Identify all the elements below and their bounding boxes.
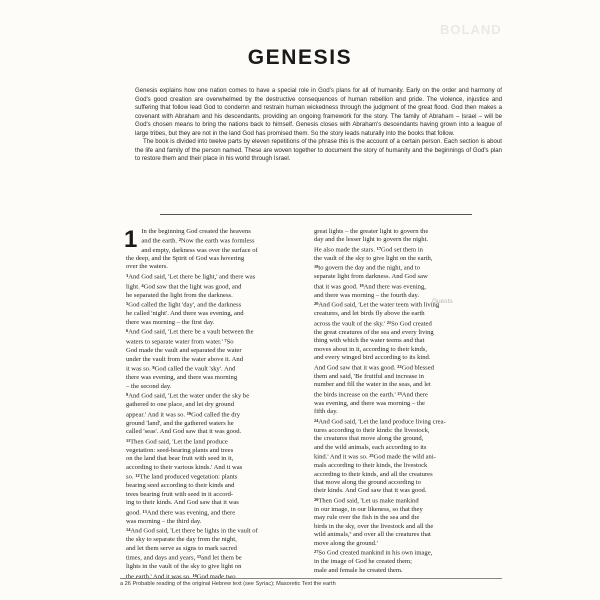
verse-number: 12: [135, 473, 140, 479]
text-line: In the beginning God created the heavens: [141, 228, 251, 235]
verse-number: 16: [192, 572, 197, 578]
text-line: kind.' And it was so. $^{25}$God made the wild ani-: [314, 453, 436, 461]
text-line: there was morning – the first day.: [126, 318, 215, 326]
text-line: the deep, and the Spirit of God was hovering: [126, 254, 245, 262]
text-line: wild animals,ª and over all the creatures that: [314, 531, 431, 539]
text-line: was morning – the third day.: [126, 517, 202, 525]
verse-number: 23: [397, 390, 402, 396]
text-line: in our image, in our likeness, so that they: [314, 505, 423, 513]
text-line: waters to separate water from water.' $^7$So: [126, 338, 234, 346]
verse-number: 15: [196, 554, 202, 560]
text-line: day and the lesser light to govern the night.: [314, 236, 429, 244]
text-line: $^{18}$to govern the day and the night, and to: [314, 264, 421, 272]
text-line: $^{14}$And God said, 'Let there be lights in the vault of: [126, 527, 258, 535]
text-line: birds in the sky, over the livestock and all the: [314, 522, 434, 530]
text-line: he separated the light from the darkness.: [126, 291, 233, 299]
text-line: over the waters.: [126, 263, 168, 271]
verse-number: 8: [152, 365, 155, 371]
text-line: in the image of God he created them;: [314, 558, 412, 566]
text-line: tures according to their kinds: the livestock,: [314, 426, 430, 434]
text-line: and the earth. $^2$Now the earth was formless: [141, 237, 255, 246]
text-line: good. $^{13}$And there was evening, and there: [126, 508, 236, 517]
text-line: and empty, darkness was over the surface of: [141, 246, 258, 254]
text-line: great lights – the greater light to govern the: [314, 228, 429, 235]
text-line: vegetation: seed-bearing plants and trees: [126, 446, 234, 454]
right-column-lines: [314, 228, 490, 575]
text-line: fifth day.: [314, 408, 338, 416]
text-line: mals according to their kinds, the livestock: [314, 462, 428, 470]
verse-number: 5: [126, 301, 129, 307]
text-line: appear.' And it was so. $^{10}$God called the dry: [126, 410, 240, 419]
verse-number: 24: [314, 417, 319, 423]
text-column-left: [126, 228, 302, 582]
text-column-right: [314, 228, 490, 575]
text-line: that move along the ground according to: [314, 479, 421, 487]
text-line: the creatures that move along the ground,: [314, 435, 424, 443]
verse-number: 9: [126, 392, 129, 398]
verse-number: 10: [186, 410, 192, 416]
text-line: and every winged bird according to its kind.: [314, 354, 431, 362]
text-line: according to their kinds, and all the creatures: [314, 470, 433, 478]
text-line: $^5$God called the light 'day', and the darkness: [126, 301, 242, 309]
text-line: and there was morning – the fourth day.: [314, 291, 420, 299]
text-line: $^{24}$And God said, 'Let the land produce living crea-: [314, 417, 446, 426]
text-line: that it was good. $^{19}$And there was evening,: [314, 282, 426, 291]
verse-number: 2: [178, 237, 181, 243]
text-line: thing with which the water teems and that: [314, 337, 425, 345]
text-line: move along the ground.': [314, 539, 378, 547]
text-line: ground 'land', and the gathered waters he: [126, 419, 234, 427]
text-line: may rule over the fish in the sea and the: [314, 514, 420, 522]
footnote-divider: [120, 578, 502, 579]
text-line: the birds increase on the earth.' $^{23}$And there: [314, 390, 428, 399]
verse-number: 22: [397, 363, 402, 369]
footnote: a 26 Probable reading of the original Hebrew text (see Syriac); Masoretic Text the earth: [120, 581, 336, 587]
text-line: – the second day.: [126, 382, 172, 390]
watermark-text: Guests: [432, 298, 453, 305]
text-line: number and fill the water in the seas, and let: [314, 381, 431, 389]
text-line: the earth.' And it was so. $^{16}$God made two: [126, 572, 236, 581]
section-divider: [160, 214, 472, 215]
verse-number: 25: [369, 453, 374, 459]
verse-number: 14: [126, 527, 131, 533]
text-line: separate light from darkness. And God saw: [314, 273, 428, 281]
verse-number: 17: [376, 245, 382, 251]
text-line: $^{11}$Then God said, 'Let the land produce: [126, 437, 228, 446]
watermark-logo: BOLAND: [440, 22, 502, 37]
text-line: moves about in it, according to their kinds,: [314, 345, 427, 353]
text-line: was evening, and there was morning – the: [314, 399, 425, 407]
text-line: according to their various kinds.' And it was: [126, 463, 243, 471]
text-line: lights in the vault of the sky to give light on: [126, 563, 242, 571]
text-line: called 'seas'. And God saw that it was good.: [126, 428, 242, 436]
verse-number: 20: [314, 301, 319, 307]
text-line: $^{27}$So God created mankind in his own image,: [314, 549, 433, 557]
verse-number: 7: [224, 338, 227, 344]
text-line: them and said, 'Be fruitful and increase in: [314, 372, 424, 380]
text-line: there was evening, and there was morning: [126, 374, 238, 382]
book-title: GENESIS: [247, 46, 353, 69]
verse-number: 6: [126, 328, 129, 334]
text-line: on the land that bear fruit with seed in it,: [126, 455, 234, 463]
text-line: $^{20}$And God said, 'Let the water teem with living: [314, 301, 440, 309]
text-line: He also made the stars. $^{17}$God set them in: [314, 245, 423, 254]
verse-number: 3: [126, 272, 129, 278]
text-line: it was so. $^8$God called the vault 'sky'. And: [126, 365, 236, 373]
text-line: $^3$And God said, 'Let there be light,' and there was: [126, 272, 256, 281]
text-line: $^6$And God said, 'Let there be a vault between the: [126, 328, 254, 336]
text-line: so. $^{12}$The land produced vegetation: plants: [126, 473, 238, 481]
text-line: ing to their kinds. And God saw that it was: [126, 499, 239, 507]
text-line: $^{26}$Then God said, 'Let us make mankind: [314, 496, 419, 505]
verse-number: 27: [314, 549, 319, 555]
text-line: their kinds. And God saw that it was good.: [314, 487, 427, 495]
intro-paragraph-2: The book is divided into twelve parts by eleven repetitions of the phrase this is the account of a certain person. Each section is about the life and family of the person named. These are woven together to document the story of humanity and the beginnings of God's plan to restore them and their place in his world through Israel.: [135, 138, 502, 162]
text-line: $^9$And God said, 'Let the water under the sky be: [126, 392, 250, 400]
text-line: the sky to separate the day from the night,: [126, 536, 237, 544]
text-line: trees bearing fruit with seed in it accord-: [126, 490, 234, 498]
text-line: And God saw that it was good. $^{22}$God blessed: [314, 363, 434, 372]
text-line: times, and days and years, $^{15}$and let them be: [126, 554, 242, 562]
verse-number: 18: [314, 264, 319, 270]
text-line: he called 'night'. And there was evening, and: [126, 310, 244, 318]
text-line: and let them serve as signs to mark sacred: [126, 544, 237, 552]
text-line: gathered to one place, and let dry ground: [126, 401, 235, 409]
text-line: God made the vault and separated the water: [126, 347, 242, 355]
text-line: the great creatures of the sea and every living: [314, 328, 434, 336]
text-line: and the wild animals, each according to its: [314, 443, 427, 451]
text-line: creatures, and let birds fly above the earth: [314, 310, 425, 318]
text-line: bearing seed according to their kinds and: [126, 482, 235, 490]
text-line: the vault of the sky to give light on the earth,: [314, 254, 433, 262]
verse-number: 11: [126, 437, 131, 443]
verse-number: 4: [141, 282, 144, 288]
text-line: across the vault of the sky.' $^{21}$So God created: [314, 319, 432, 328]
verse-number: 19: [359, 282, 364, 288]
verse-number: 26: [314, 496, 319, 502]
text-line: male and female he created them.: [314, 566, 403, 574]
verse-number: 21: [386, 319, 392, 325]
text-line: under the vault from the water above it. And: [126, 355, 244, 363]
chapter-number: 1: [124, 226, 138, 253]
verse-number: 13: [142, 508, 147, 514]
text-line: light. $^4$God saw that the light was good, and: [126, 282, 242, 291]
left-column-lines: [126, 228, 302, 582]
intro-paragraph-1: Genesis explains how one nation comes to have a special role in God's plans for all of humanity. Early on the order and harmony of God's good creation are overwhelmed by the destructive consequences of human rebellion and pride. The violence, injustice and suffering that follow lead God to condemn and restrain human wickedness through the judgment of the great flood. God then makes a covenant with Abraham and his descendants, providing an ongoing framework for the story. The family of Abraham – Israel – will be God's chosen means to bring the nations back to himself. Genesis closes with Abraham's descendants having grown into a league of large tribes, but they are not in the land God has promised them. So the story leads naturally into the books that follow.: [135, 87, 502, 137]
book-introduction: [135, 87, 502, 164]
